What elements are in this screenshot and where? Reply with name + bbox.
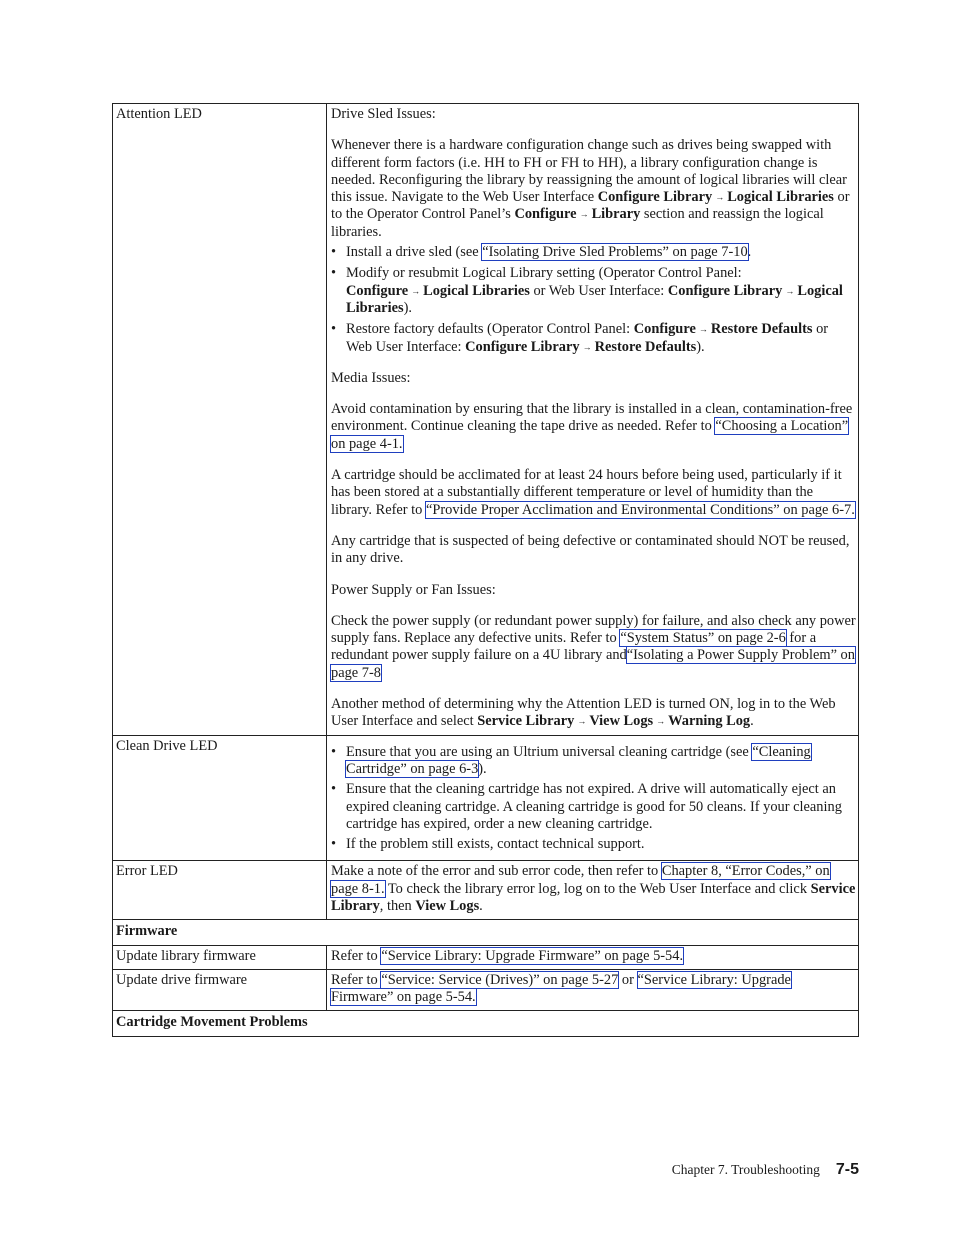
error-led-paragraph: Make a note of the error and sub error code, then refer to Chapter 8, “Error Codes,” on page 8-1. To check the library error log, log on to the Web User Interface and click Service Library, then View Logs. xyxy=(331,863,856,914)
drive-sled-bullets xyxy=(331,244,856,356)
error-led-label: Error LED xyxy=(113,861,327,920)
update-drive-firmware-row xyxy=(113,969,859,1011)
arrow-icon: → xyxy=(785,285,795,296)
attention-led-log-paragraph: Another method of determining why the Attention LED is turned ON, log in to the Web User Interface and select Service Library → View Logs → Warning Log. xyxy=(331,696,836,730)
attention-led-content xyxy=(327,104,859,736)
troubleshooting-table xyxy=(112,103,859,1037)
power-supply-paragraph: Check the power supply (or redundant power supply) for failure, and also check any power supply fans. Replace any defective units. Refer to “System Status” on page 2-6 for a redundant power supply failure on a 4U library and“Isolating a Power Supply Problem” on page 7-8 xyxy=(331,612,856,681)
system-status-link[interactable]: “System Status” on page 2-6 xyxy=(620,630,786,647)
arrow-icon: → xyxy=(579,209,589,220)
cleaning-cartridge-link[interactable]: “Cleaning Cartridge” on page 6-3 xyxy=(346,743,811,777)
page-number: 7-5 xyxy=(835,1161,859,1178)
error-codes-link[interactable]: Chapter 8, “Error Codes,” on page 8-1. xyxy=(331,863,830,897)
update-library-firmware-label: Update library firmware xyxy=(113,945,327,969)
clean-drive-led-content xyxy=(327,735,859,861)
arrow-icon: → xyxy=(698,324,708,335)
chapter-title: Chapter 7. Troubleshooting xyxy=(671,1162,820,1177)
choosing-location-link[interactable]: “Choosing a Location” on page 4-1. xyxy=(331,418,849,452)
service-drives-link[interactable]: “Service: Service (Drives)” on page 5-27 xyxy=(381,971,619,988)
media-issues-heading: Media Issues: xyxy=(331,369,411,386)
arrow-icon: → xyxy=(656,716,666,727)
arrow-icon: → xyxy=(577,716,587,727)
arrow-icon: → xyxy=(715,192,725,203)
drive-sled-paragraph: Whenever there is a hardware configuration change such as drives being swapped with different form factors (i.e. HH to FH or FH to HH), a library configuration change is needed. Reconfiguring the library by reassigning the amount of logical libraries will clear this issue. Navigate to the Web User Interface Configure Library → Logical Libraries or to the Operator Control Panel’s Configure → Library section and reassign the logical libraries. xyxy=(331,137,850,240)
media-paragraph-acclimation: A cartridge should be acclimated for at least 24 hours before being used, particularly if it has been stored at a substantially different temperature or level of humidity than the library. Refer to “Provide Proper Acclimation and Environmental Conditions” on page 6-7. xyxy=(331,467,855,518)
upgrade-firmware-link[interactable]: “Service Library: Upgrade Firmware” on page 5-54. xyxy=(381,947,684,964)
attention-led-label: Attention LED xyxy=(113,104,327,736)
isolating-drive-sled-link[interactable]: “Isolating Drive Sled Problems” on page 7-10 xyxy=(482,244,748,261)
page-footer xyxy=(672,1161,859,1178)
upgrade-firmware-link-2[interactable]: “Service Library: Upgrade Firmware” on page 5-54. xyxy=(331,971,791,1006)
media-paragraph-contamination: Avoid contamination by ensuring that the library is installed in a clean, contamination-free environment. Continue cleaning the tape drive as needed. Refer to “Choosing a Location” on page 4-1. xyxy=(331,401,853,452)
clean-drive-bullets xyxy=(331,744,856,854)
arrow-icon: → xyxy=(582,341,592,352)
isolating-power-supply-link[interactable]: “Isolating a Power Supply Problem” on page 7-8 xyxy=(331,647,855,681)
update-drive-firmware-content: Refer to “Service: Service (Drives)” on page 5-27 or “Service Library: Upgrade Firmware” on page 5-54. xyxy=(327,969,859,1011)
list-item: • Ensure that you are using an Ultrium universal cleaning cartridge (see “Cleaning Cartridge” on page 6-3). xyxy=(331,744,856,779)
drive-sled-heading: Drive Sled Issues: xyxy=(331,106,436,122)
clean-drive-led-label: Clean Drive LED xyxy=(113,735,327,861)
update-library-firmware-row xyxy=(113,945,859,969)
error-led-content xyxy=(327,861,859,920)
list-item: • Ensure that the cleaning cartridge has not expired. A drive will automatically eject an expired cleaning cartridge. A cleaning cartridge is good for 50 cleans. If your cleaning cartridge has expired, order a new cleaning cartridge. xyxy=(331,781,856,833)
media-paragraph-defective: Any cartridge that is suspected of being defective or contaminated should NOT be reused, in any drive. xyxy=(331,532,850,567)
firmware-section-heading: Firmware xyxy=(113,920,859,945)
acclimation-link[interactable]: “Provide Proper Acclimation and Environmental Conditions” on page 6-7. xyxy=(425,501,855,518)
cartridge-movement-heading: Cartridge Movement Problems xyxy=(113,1011,859,1036)
list-item: • Modify or resubmit Logical Library setting (Operator Control Panel: Configure → Logical Libraries or Web User Interface: Configure Library → Logical Libraries). xyxy=(331,265,856,317)
power-supply-heading: Power Supply or Fan Issues: xyxy=(331,581,496,598)
arrow-icon: → xyxy=(411,285,421,296)
firmware-section-row xyxy=(113,920,859,945)
update-library-firmware-content: Refer to “Service Library: Upgrade Firmware” on page 5-54. xyxy=(327,945,859,969)
update-drive-firmware-label: Update drive firmware xyxy=(113,969,327,1011)
cartridge-section-row xyxy=(113,1011,859,1036)
error-led-row xyxy=(113,861,859,920)
list-item: • Restore factory defaults (Operator Control Panel: Configure → Restore Defaults or Web User Interface: Configure Library → Restore Defaults). xyxy=(331,321,856,356)
list-item: • Install a drive sled (see “Isolating Drive Sled Problems” on page 7-10. xyxy=(331,244,856,261)
list-item: • If the problem still exists, contact technical support. xyxy=(331,836,856,853)
attention-led-row xyxy=(113,104,859,736)
clean-drive-led-row xyxy=(113,735,859,861)
